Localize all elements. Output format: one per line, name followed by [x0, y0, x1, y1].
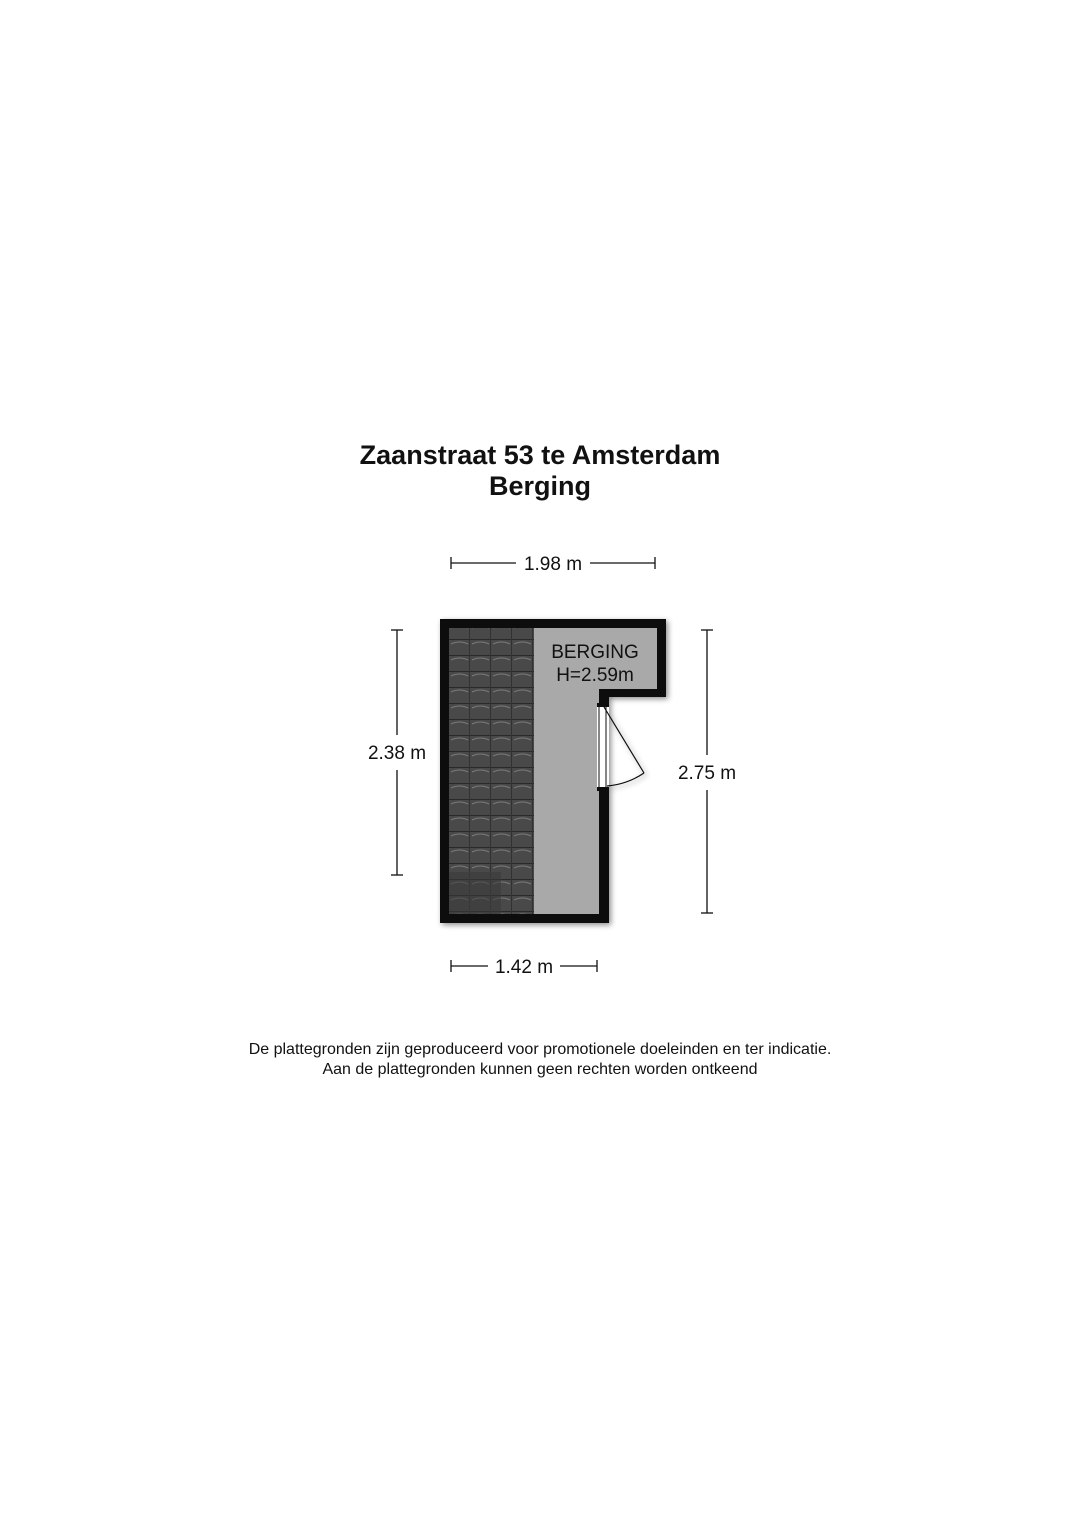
door-swing-arc — [607, 773, 644, 786]
disclaimer-line-1: De plattegronden zijn geproduceerd voor promotionele doeleinden en ter indicatie. — [248, 1041, 832, 1058]
dimension-bottom — [451, 957, 597, 978]
dimension-top-label: 1.98 m — [523, 554, 583, 575]
roof-tiles — [449, 628, 534, 914]
address-title: Zaanstraat 53 te Amsterdam — [359, 440, 721, 470]
dimension-right — [678, 630, 736, 913]
door-leaf — [604, 707, 644, 773]
roof-window — [449, 872, 501, 914]
dimension-bottom-label: 1.42 m — [494, 957, 554, 978]
dimension-right-label: 2.75 m — [677, 763, 737, 784]
floor-title: Berging — [488, 471, 591, 501]
room-name-label: BERGING — [551, 642, 639, 663]
disclaimer-line-2: Aan de plattegronden kunnen geen rechten worden ontkeend — [322, 1061, 758, 1078]
disclaimer — [0, 1040, 1080, 1080]
dimension-left-label: 2.38 m — [367, 743, 427, 764]
dimension-top — [451, 554, 655, 575]
dimension-left — [368, 630, 426, 875]
room-height-label: H=2.59m — [556, 665, 634, 686]
